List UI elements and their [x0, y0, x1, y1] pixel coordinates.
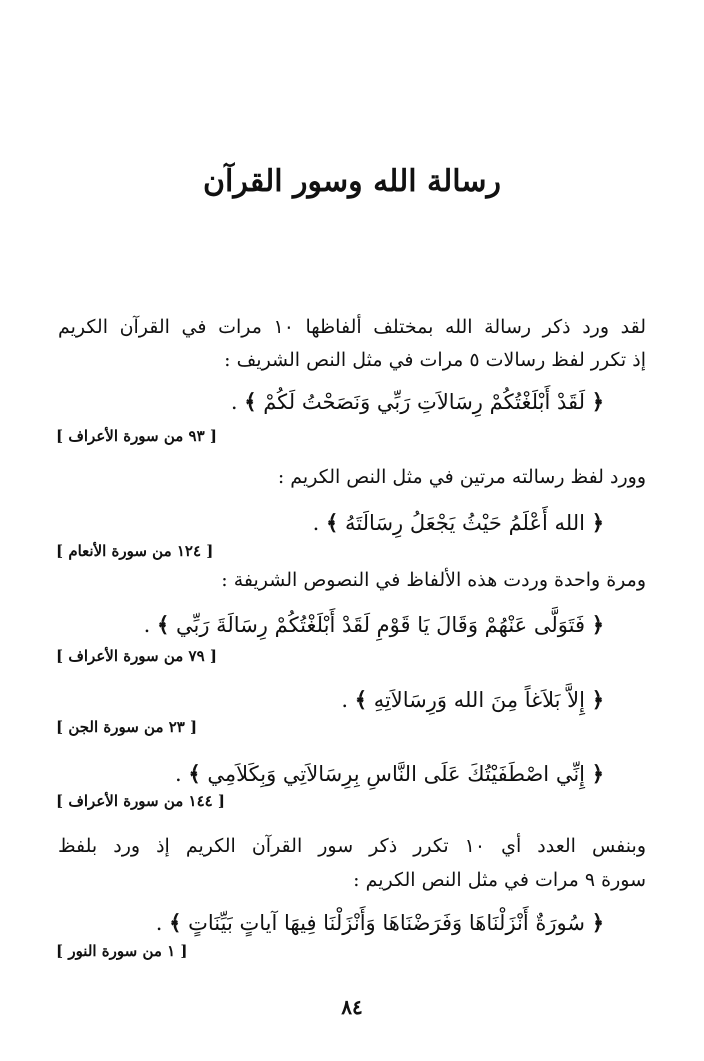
verse-open-bracket: ﴿: [591, 510, 604, 535]
verse-text: إِنِّي اصْطَفَيْتُكَ عَلَى النَّاسِ بِرِسَالاَتِي وَبِكَلاَمِي: [207, 762, 585, 786]
verse-end-mark: .: [155, 911, 163, 935]
verse-text: لَقَدْ أَبْلَغْتُكُمْ رِسَالاَتِ رَبِّي وَنَصَحْتُ لَكُمْ: [263, 390, 585, 414]
verse-end-mark: .: [230, 390, 238, 414]
verse-close-bracket: ﴾: [354, 687, 367, 712]
verse-end-mark: .: [143, 613, 151, 637]
verse-text: فَتَوَلَّى عَنْهُمْ وَقَالَ يَا قَوْمِ لَقَدْ أَبْلَغْتُكُمْ رِسَالَةَ رَبِّي: [175, 613, 585, 637]
verse-reference-6: [ ١ من سورة النور ]: [56, 942, 188, 960]
verse-3: [50, 607, 604, 643]
page-number: ٨٤: [341, 995, 363, 1019]
verse-1: [50, 384, 604, 420]
verse-text: سُورَةٌ أَنْزَلْنَاهَا وَفَرَضْنَاهَا وَأَنْزَلْنَا فِيهَا آياتٍ بَيِّنَاتٍ: [188, 911, 585, 935]
verse-open-bracket: ﴿: [591, 389, 604, 414]
single-intro: ومرة واحدة وردت هذه الألفاظ في النصوص الشريفة :: [221, 569, 646, 591]
verse-reference-5: [ ١٤٤ من سورة الأعراف ]: [56, 792, 226, 810]
verse-4: [50, 682, 604, 718]
intro-line-2: إذ تكرر لفظ رسالات ٥ مرات في مثل النص الشريف :: [224, 349, 646, 371]
verse-close-bracket: ﴾: [169, 910, 182, 935]
verse-2: [50, 505, 604, 541]
verse-open-bracket: ﴿: [591, 687, 604, 712]
verse-close-bracket: ﴾: [326, 510, 339, 535]
verse-close-bracket: ﴾: [156, 612, 170, 637]
intro-line-1: لقد ورد ذكر رسالة الله بمختلف ألفاظها ١٠ مرات في القرآن الكريم: [58, 316, 646, 338]
verse-reference-3: [ ٧٩ من سورة الأعراف ]: [56, 647, 217, 665]
verse-end-mark: .: [174, 762, 182, 786]
verse-close-bracket: ﴾: [244, 389, 257, 414]
verse-end-mark: .: [312, 511, 320, 535]
suwar-line-1: وبنفس العدد أي ١٠ تكرر ذكر سور القرآن الكريم إذ ورد بلفظ: [58, 835, 646, 857]
verse-6: [50, 905, 604, 941]
verse-open-bracket: ﴿: [591, 612, 604, 637]
verse-text: الله أَعْلَمُ حَيْثُ يَجْعَلُ رِسَالَتَهُ: [345, 511, 585, 535]
risalatuhu-intro: وورد لفظ رسالته مرتين في مثل النص الكريم :: [277, 466, 646, 488]
page-title: رسالة الله وسور القرآن: [203, 164, 501, 199]
verse-reference-4: [ ٢٣ من سورة الجن ]: [56, 718, 198, 736]
suwar-line-2: سورة ٩ مرات في مثل النص الكريم :: [353, 869, 646, 891]
verse-reference-1: [ ٩٣ من سورة الأعراف ]: [56, 427, 217, 445]
verse-open-bracket: ﴿: [591, 761, 604, 786]
verse-reference-2: [ ١٢٤ من سورة الأنعام ]: [56, 542, 214, 560]
verse-5: [50, 756, 604, 792]
verse-end-mark: .: [341, 688, 348, 712]
verse-text: إِلاَّ بَلاَغاً مِنَ الله وَرِسَالاَتِهِ: [373, 688, 585, 712]
verse-close-bracket: ﴾: [188, 761, 201, 786]
verse-open-bracket: ﴿: [591, 910, 604, 935]
